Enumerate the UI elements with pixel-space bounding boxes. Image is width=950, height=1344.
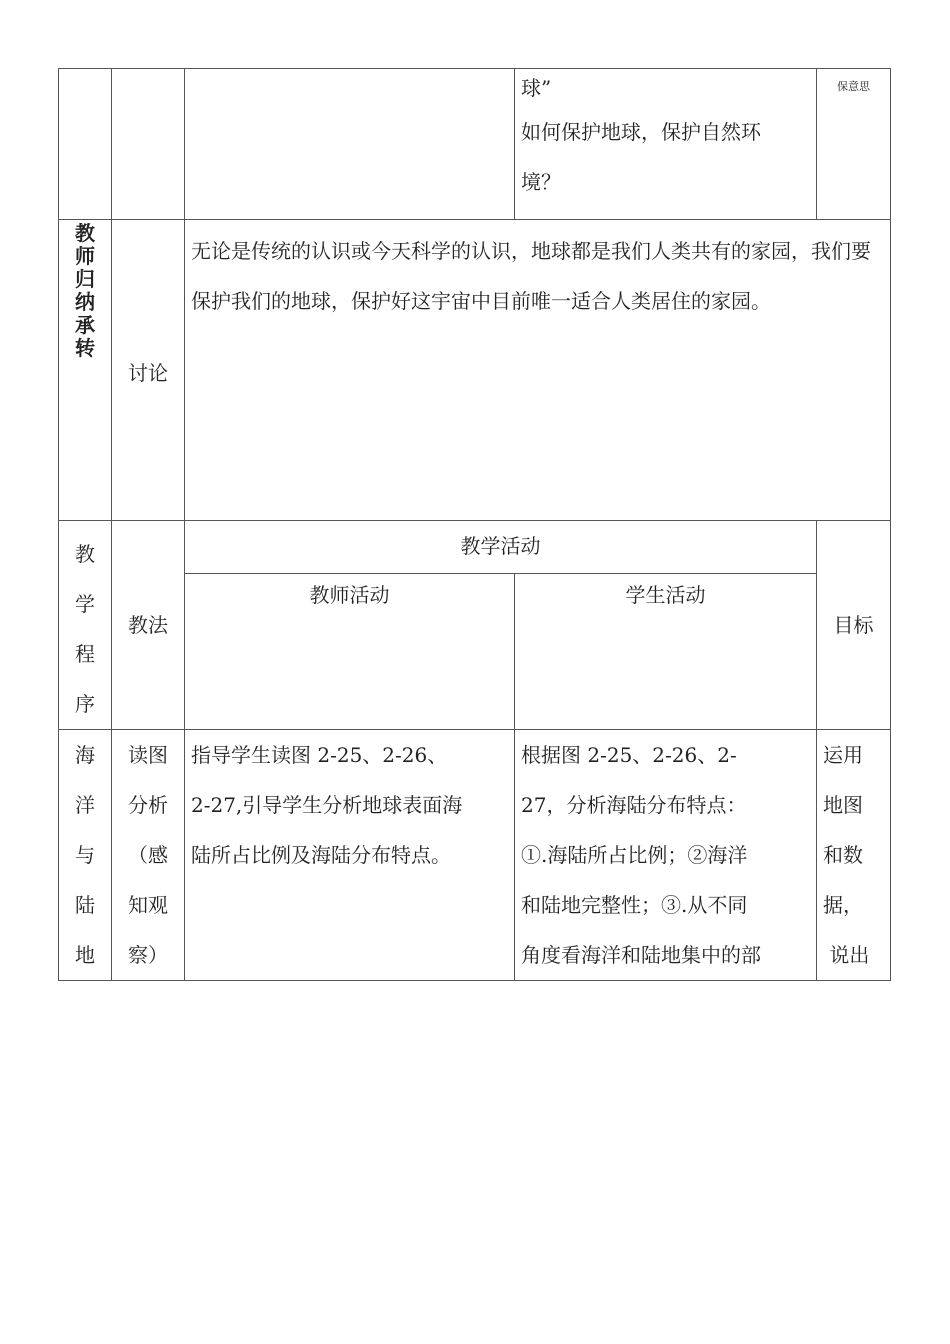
program-char: 学 (75, 592, 95, 616)
activities-header-cell (185, 521, 817, 574)
student-activity-cell (515, 730, 817, 981)
section-cell (59, 220, 112, 521)
teacher-activity-header: 教师活动 (309, 583, 390, 608)
table-row (59, 69, 891, 220)
text-line: 和陆地完整性；③.从不同 (521, 893, 748, 917)
section-char: 与 (75, 843, 95, 867)
text-line: 陆所占比例及海陆分布特点。 (191, 843, 451, 867)
section-char: 地 (75, 943, 95, 967)
text-line: 境？ (521, 170, 561, 194)
program-cell (59, 521, 112, 730)
goal-cell (817, 730, 891, 981)
empty-cell (59, 69, 112, 220)
goal-header: 目标 (833, 613, 874, 637)
method-line: 察） (128, 943, 168, 967)
program-char: 教 (75, 542, 95, 566)
teacher-activity-cell (185, 730, 515, 981)
text-line: 根据图 2-25、2-26、2- (521, 743, 737, 767)
lesson-plan-table (58, 68, 891, 981)
teacher-activity-header-cell (185, 574, 515, 730)
student-activity-header-cell (515, 574, 817, 730)
goal-line: 说出 (823, 943, 870, 967)
activities-header: 教学活动 (460, 534, 541, 558)
text-line: ①.海陆所占比例；②海洋 (521, 843, 748, 867)
goal-note: 保意思 (837, 80, 870, 93)
empty-cell (185, 69, 515, 220)
method-line: 读图 (128, 743, 168, 767)
method-cell (112, 730, 185, 981)
table-row (59, 521, 891, 574)
text-line: 角度看海洋和陆地集中的部 (521, 943, 761, 967)
student-activity-header: 学生活动 (625, 583, 706, 608)
goal-header-cell (817, 521, 891, 730)
method-cell (112, 220, 185, 521)
text-line: 指导学生读图 2-25、2-26、 (191, 743, 448, 767)
goal-cell (817, 69, 891, 220)
text-line: 球” (521, 76, 552, 100)
section-cell (59, 730, 112, 981)
method-header: 教法 (128, 613, 168, 637)
table-row (59, 730, 891, 981)
program-char: 程 (75, 642, 95, 666)
method-line: 分析 (128, 793, 168, 817)
student-activity-cell (515, 69, 817, 220)
section-char: 洋 (75, 793, 95, 817)
method-header-cell (112, 521, 185, 730)
section-char: 陆 (75, 893, 95, 917)
summary-text: 无论是传统的认识或今天科学的认识，地球都是我们人类共有的家园，我们要保护我们的地球，保护好这宇宙中目前唯一适合人类居住的家园。 (191, 239, 871, 313)
table-row (59, 220, 891, 521)
method-line: 知观 (128, 893, 168, 917)
method-line: （感 (128, 843, 168, 867)
text-line: 27，分析海陆分布特点： (521, 793, 747, 817)
section-label: 教 师 归 纳 承 转 (75, 221, 95, 360)
goal-line: 和数 (823, 843, 863, 867)
method-label: 讨论 (128, 361, 168, 385)
summary-cell (185, 220, 891, 521)
section-char: 海 (75, 743, 95, 767)
text-line: 2-27,引导学生分析地球表面海 (191, 793, 463, 817)
goal-line: 运用 (823, 743, 863, 767)
text-line: 如何保护地球，保护自然环 (521, 120, 761, 144)
empty-cell (112, 69, 185, 220)
program-char: 序 (75, 692, 95, 716)
goal-line: 地图 (823, 793, 863, 817)
goal-line: 据， (823, 893, 863, 917)
